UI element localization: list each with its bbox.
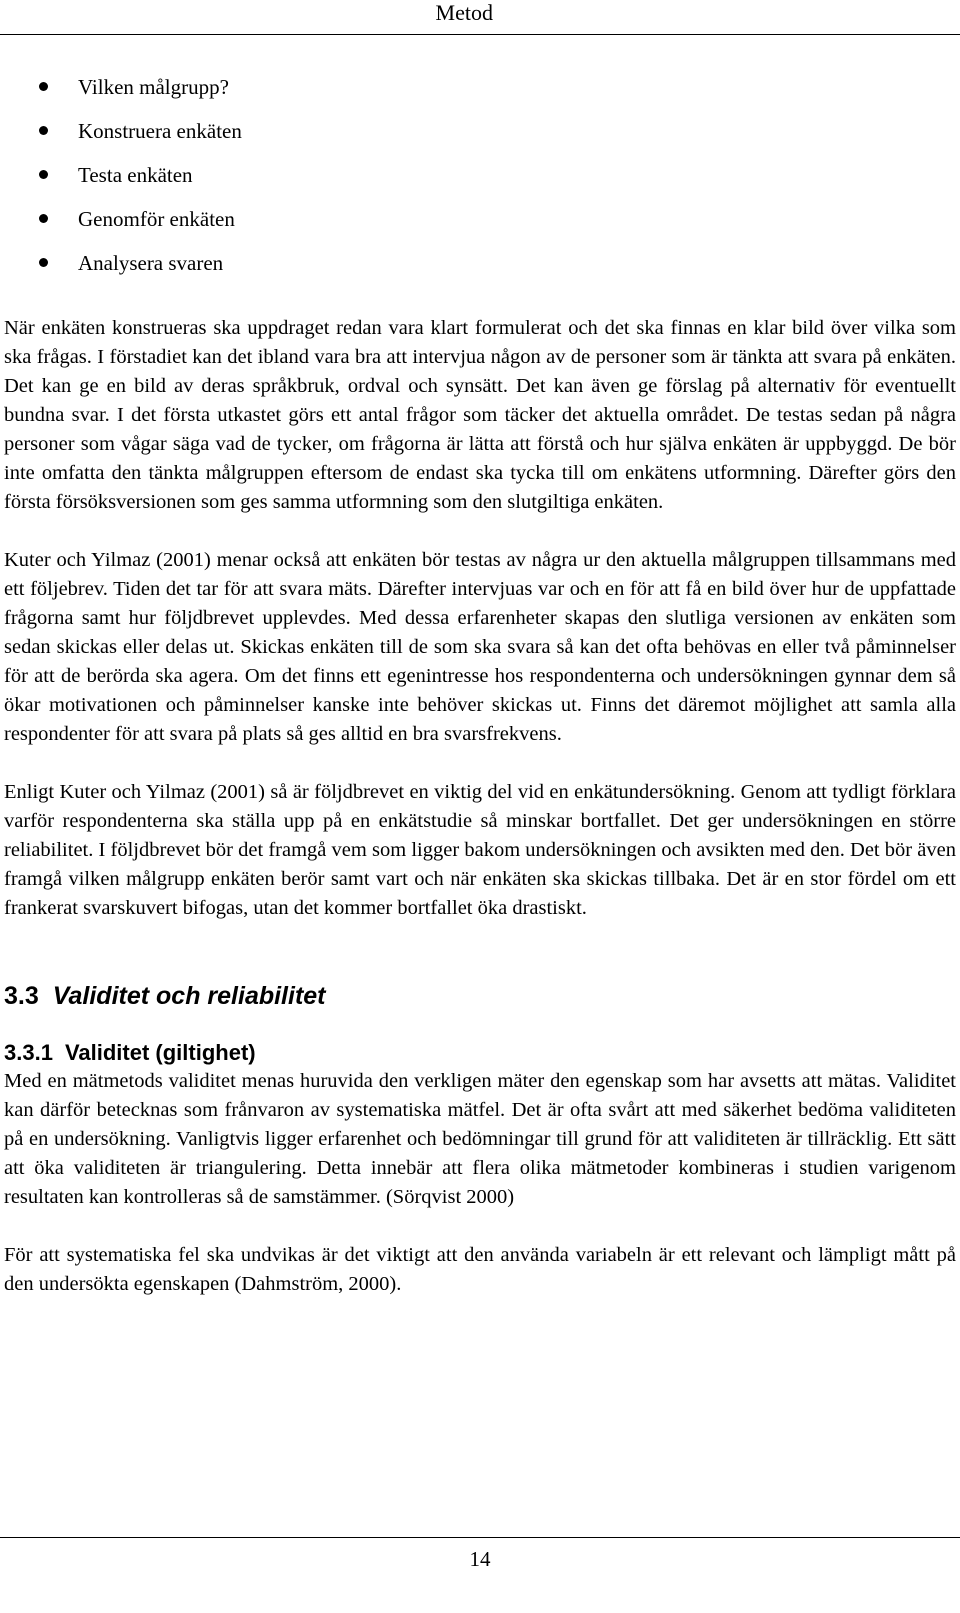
page-content — [4, 72, 956, 1299]
bullet-list — [4, 72, 956, 292]
list-item-text: Vilken målgrupp? — [78, 75, 229, 99]
bullet-icon — [39, 170, 48, 179]
paragraph-survey-construction: När enkäten konstrueras ska uppdraget redan vara klart formulerat och det ska finnas en klar bild över vilka som ska frågas. I förstadiet kan det ibland vara bra att intervjua någon av de personer som är tänkta att svara på enkäten. Det kan ge en bild av deras språkbruk, ordval och synsätt. Det kan även ge förslag på alternativ för eventuellt bundna svar. I det första utkastet görs ett antal frågor som täcker det aktuella området. De testas sedan på några personer som vågar säga vad de tycker, om frågorna är lätta att förstå och hur själva enkäten är uppbyggd. De bör inte omfatta den tänkta målgruppen eftersom de endast ska tycka till om enkätens utformning. Därefter görs den första försöksversionen som ges samma utformning som den slutgiltiga enkäten. — [4, 317, 956, 513]
list-item-text: Testa enkäten — [78, 163, 193, 187]
section-title: Validitet och reliabilitet — [52, 982, 326, 1010]
paragraph-validity-definition: Med en mätmetods validitet menas huruvida den verkligen mäter den egenskap som har avsetts att mätas. Validitet kan därför betecknas som frånvaron av systematiska mätfel. Det är ofta svårt att med säkerhet bedöma validiteten på en undersökning. Vanligtvis ligger erfarenhet och bedömningar till grund för att validiteten är tillräcklig. Ett sätt att öka validiteten är triangulering. Detta innebär att flera olika mätmetoder kombineras i studien varigenom resultaten kan kontrolleras så de samstämmer. (Sörqvist 2000) — [4, 1070, 956, 1208]
list-item — [4, 72, 956, 116]
paragraph-cover-letter: Enligt Kuter och Yilmaz (2001) så är följdbrevet en viktig del vid en enkätundersökning. Genom att tydligt förklara varför respondenterna ska ställa upp på en enkätstudie så minskar bortfallet. Det ger undersökningen en större reliabilitet. I följdbrevet bör det framgå vem som ligger bakom undersökningen och avsikten med den. Det bör även framgå vilken målgrupp enkäten berör samt vart och när enkäten ska skickas tillbaka. Det är en stor fördel om ett frankerat svarskuvert bifogas, utan det kommer bortfallet öka drastiskt. — [4, 781, 956, 919]
subsection-title: Validitet (giltighet) — [64, 1040, 256, 1065]
subsection-heading — [4, 1039, 956, 1067]
bullet-icon — [39, 214, 48, 223]
list-item-text: Genomför enkäten — [78, 207, 235, 231]
page-number: 14 — [469, 1547, 491, 1571]
list-item — [4, 204, 956, 248]
paragraph-systematic-errors: För att systematiska fel ska undvikas är det viktigt att den använda variabeln är ett relevant och lämpligt mått på den undersökta egenskapen (Dahmström, 2000). — [4, 1244, 956, 1295]
list-item — [4, 160, 956, 204]
paragraph-survey-testing: Kuter och Yilmaz (2001) menar också att enkäten bör testas av några ur den aktuella målgruppen tillsammans med ett följebrev. Tiden det tar för att svara mäts. Därefter intervjuas var och en för att få en bild över hur de uppfattade frågorna samt hur följdbrevet upplevdes. Med dessa erfarenheter skapas den slutliga versionen av enkäten som sedan skickas eller delas ut. Skickas enkäten till de som ska svara så kan det ofta behövas en eller två påminnelser för att de berörda ska agera. Om det finns ett egenintresse hos respondenterna och undersökningen gynnar dem så ökar motivationen och påminnelser kanske inte behöver skickas ut. Finns det däremot möjlighet att samla alla respondenter för att svara på plats så ges alltid en bra svarsfrekvens. — [4, 549, 956, 745]
section-number: 3.3 — [4, 982, 39, 1010]
bullet-icon — [39, 126, 48, 135]
subsection-number: 3.3.1 — [4, 1040, 53, 1065]
bullet-icon — [39, 258, 48, 267]
bullet-icon — [39, 82, 48, 91]
list-item-text: Analysera svaren — [78, 251, 224, 275]
section-heading — [4, 981, 956, 1011]
list-item — [4, 116, 956, 160]
list-item — [4, 248, 956, 292]
footer-divider — [0, 1537, 960, 1538]
header-title: Metod — [435, 0, 493, 25]
page-header — [0, 0, 960, 35]
page-footer — [0, 1537, 960, 1577]
list-item-text: Konstruera enkäten — [78, 119, 242, 143]
